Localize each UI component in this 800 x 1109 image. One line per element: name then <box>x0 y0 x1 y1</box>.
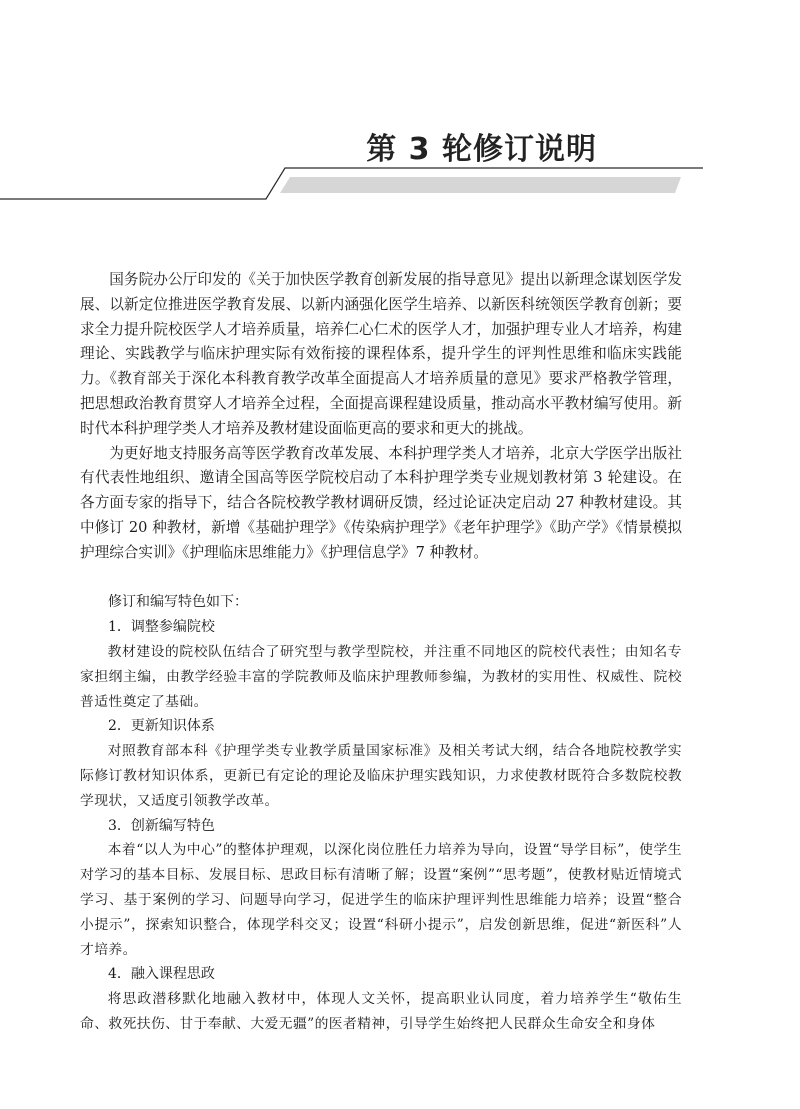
section-text: 本着“以人为中心”的整体护理观，以深化岗位胜任力培养为导向，设置“导学目标”，使学生对学习的基本目标、发展目标、思政目标有清晰了解；设置“案例”“思考题”，使教材贴近情境式学习、基于案例的学习、问题导向学习，促进学生的临床护理评判性思维能力培养；设置“整合小提示”，探索知识整合，体现学科交叉；设置“科研小提示”，启发创新思维，促进“新医科”人才培养。 <box>80 842 682 958</box>
title-decoration <box>0 160 800 205</box>
section-heading: 2．更新知识体系 <box>108 718 215 735</box>
section-text: 将思政潜移默化地融入教材中，体现人文关怀，提高职业认同度，着力培养学生“敬佑生命、救死扶伤、甘于奉献、大爱无疆”的医者精神，引导学生始终把人民群众生命安全和身体 <box>80 991 682 1032</box>
paragraph: 为更好地支持服务高等医学教育改革发展、本科护理学类人才培养，北京大学医学出版社有代表性地组织、邀请全国高等医学院校启动了本科护理学类专业规划教材第 3 轮建设。在各方面专家的指导下，结合各院校教学教材调研反馈，经过论证决定启动 27 种教材建设。其中修订 20 种教材，新增《基础护理学》《传染病护理学》《老年护理学》《助产学》《情景模拟护理综合实训》《护理临床思维能力》《护理信息学》7 种教材。 <box>80 444 682 561</box>
paragraph: 国务院办公厅印发的《关于加快医学教育创新发展的指导意见》提出以新理念谋划医学发展、以新定位推进医学教育发展、以新内涵强化医学生培养、以新医科统领医学教育创新；要求全力提升院校医学人才培养质量，培养仁心仁术的医学人才，加强护理专业人才培养，构建理论、实践教学与临床护理实际有效衔接的课程体系，提升学生的评判性思维和临床实践能力。《教育部关于深化本科教育教学改革全面提高人才培养质量的意见》要求严格教学管理，把思想政治教育贯穿人才培养全过程，全面提高课程建设质量，推动高水平教材编写使用。新时代本科护理学类人才培养及教材建设面临更高的要求和更大的挑战。 <box>80 271 682 437</box>
section-heading: 4．融入课程思政 <box>108 966 215 983</box>
section-text: 教材建设的院校队伍结合了研究型与教学型院校，并注重不同地区的院校代表性；由知名专家担纲主编，由教学经验丰富的学院教师及临床护理教师参编，为教材的实用性、权威性、院校普适性奠定了基础。 <box>80 643 682 710</box>
page-content <box>80 268 682 1037</box>
page-title: 第 3 轮修订说明 <box>366 132 597 167</box>
section-heading: 3．创新编写特色 <box>108 817 215 834</box>
section-text: 对照教育部本科《护理学类专业教学质量国家标准》及相关考试大纲，结合各地院校教学实际修订教材知识体系，更新已有定论的理论及临床护理实践知识，力求使教材既符合多数院校教学现状，又适度引领教学改革。 <box>80 743 682 809</box>
section-heading: 1．调整参编院校 <box>108 619 215 636</box>
page-header <box>0 0 800 220</box>
features-intro: 修订和编写特色如下： <box>108 594 248 611</box>
